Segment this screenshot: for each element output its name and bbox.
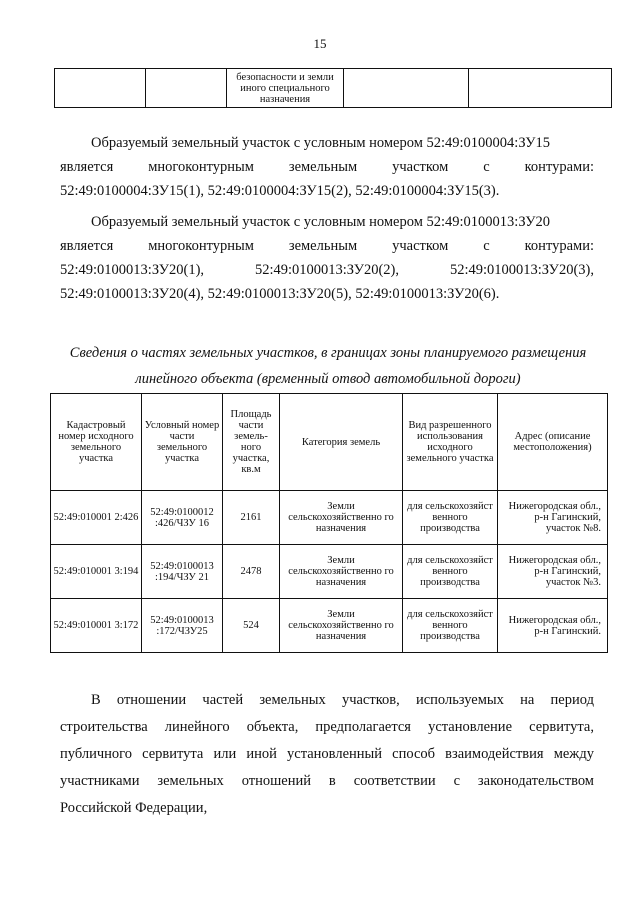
word: 52:49:0100013:ЗУ20(1), [60,262,205,278]
word: период [550,692,594,708]
top-table-fragment [54,68,612,108]
header-cadastral: Кадастровый номер исходного земельного участка [51,394,142,491]
word: используемых [415,692,504,708]
paragraph-line: 52:49:0100013:ЗУ20(4), 52:49:0100013:ЗУ20(5), 52:49:0100013:ЗУ20(6). [60,286,500,302]
cell-area: 2161 [223,491,280,545]
word: земельным [288,159,358,175]
word: публичного [60,746,132,762]
cell-use: для сельскохозяйст венного производства [403,545,498,599]
cell-address: Нижегородская обл., р-н Гагинский, участок №3. [498,545,608,599]
cell-category: Земли сельскохозяйственно го назначения [280,491,403,545]
cell-cadastral: 52:49:010001 3:194 [51,545,142,599]
paragraph-line-justified [60,714,594,741]
word: с [483,238,490,254]
cell-area: 2478 [223,545,280,599]
cell-address: Нижегородская обл., р-н Гагинский, участок №8. [498,491,608,545]
word: контурами: [524,238,594,254]
word: строительства [60,719,148,735]
cell-conditional: 52:49:0100012 :426/ЧЗУ 16 [142,491,223,545]
word: В [91,692,101,708]
word: сервитута [142,746,204,762]
table-row [51,491,608,545]
table-cell: безопасности и земли иного специального назначения [227,69,344,108]
table-cell [469,69,612,108]
table-caption [50,340,606,392]
paragraph-line: 52:49:0100004:ЗУ15(1), 52:49:0100004:ЗУ15(2), 52:49:0100004:ЗУ15(3). [60,183,500,199]
word: с [453,773,460,789]
word: в [328,773,336,789]
word: земельным [288,238,358,254]
table-row [55,69,612,108]
word: отношений [241,773,311,789]
word: линейного [164,719,230,735]
table-row [51,599,608,653]
word: на [520,692,535,708]
word: предполагается [315,719,411,735]
word: земельных [259,692,326,708]
word: соответствии [353,773,436,789]
word: частей [202,692,244,708]
word: участниками [60,773,140,789]
header-area: Площадь части земель-ного участка, кв.м [223,394,280,491]
caption-line: Сведения о частях земельных участков, в границах зоны планируемого размещения [69,345,587,361]
paragraph-line-justified [60,741,594,768]
word: многоконтурным [148,238,254,254]
word: сервитута, [529,719,594,735]
cell-address: Нижегородская обл., р-н Гагинский. [498,599,608,653]
header-address: Адрес (описание местоположения) [498,394,608,491]
word: или [213,746,237,762]
word: является [60,159,114,175]
word: многоконтурным [148,159,254,175]
word: контурами: [524,159,594,175]
cell-conditional: 52:49:0100013 :194/ЧЗУ 21 [142,545,223,599]
paragraph-line-justified [60,155,594,179]
word: способ [392,746,436,762]
table-cell [344,69,469,108]
word: является [60,238,114,254]
word: с [483,159,490,175]
word: между [553,746,594,762]
word: отношении [116,692,187,708]
paragraph-line-justified [60,258,594,282]
cell-use: для сельскохозяйст венного производства [403,599,498,653]
cell-area: 524 [223,599,280,653]
word: 52:49:0100013:ЗУ20(3), [449,262,594,278]
paragraph-line: Образуемый земельный участок с условным номером 52:49:0100004:ЗУ15 [91,135,551,151]
header-category: Категория земель [280,394,403,491]
cell-conditional: 52:49:0100013 :172/ЧЗУ25 [142,599,223,653]
cell-cadastral: 52:49:010001 2:426 [51,491,142,545]
paragraph-line: Российской Федерации, [60,800,208,816]
word: объекта, [246,719,299,735]
word: земельных [157,773,224,789]
word: установленный [287,746,383,762]
table-row [51,545,608,599]
table-cell [146,69,227,108]
caption-line: линейного объекта (временный отвод автомобильной дороги) [135,371,521,387]
paragraph-line-justified [60,768,594,795]
word: иной [246,746,277,762]
cell-use: для сельскохозяйст венного производства [403,491,498,545]
word: установление [428,719,513,735]
land-parts-table [50,393,608,653]
cell-category: Земли сельскохозяйственно го назначения [280,599,403,653]
word: взаимодействия [445,746,544,762]
paragraph-line: Образуемый земельный участок с условным номером 52:49:0100013:ЗУ20 [91,214,551,230]
word: 52:49:0100013:ЗУ20(2), [254,262,400,278]
cell-cadastral: 52:49:010001 3:172 [51,599,142,653]
table-header-row [51,394,608,491]
header-conditional-number: Условный номер части земельного участка [142,394,223,491]
paragraph-line-justified [60,687,594,714]
closing-paragraph [60,687,594,822]
page-number: 15 [313,36,327,51]
cell-category: Земли сельскохозяйственно го назначения [280,545,403,599]
word: законодательством [477,773,594,789]
word: участком [392,159,449,175]
word: участком [392,238,449,254]
paragraph-zu15 [60,131,594,203]
table-cell [55,69,146,108]
paragraph-line-justified [60,234,594,258]
paragraph-zu20 [60,210,594,306]
word: участков, [341,692,400,708]
header-permitted-use: Вид разрешенного использования исходного земельного участка [403,394,498,491]
